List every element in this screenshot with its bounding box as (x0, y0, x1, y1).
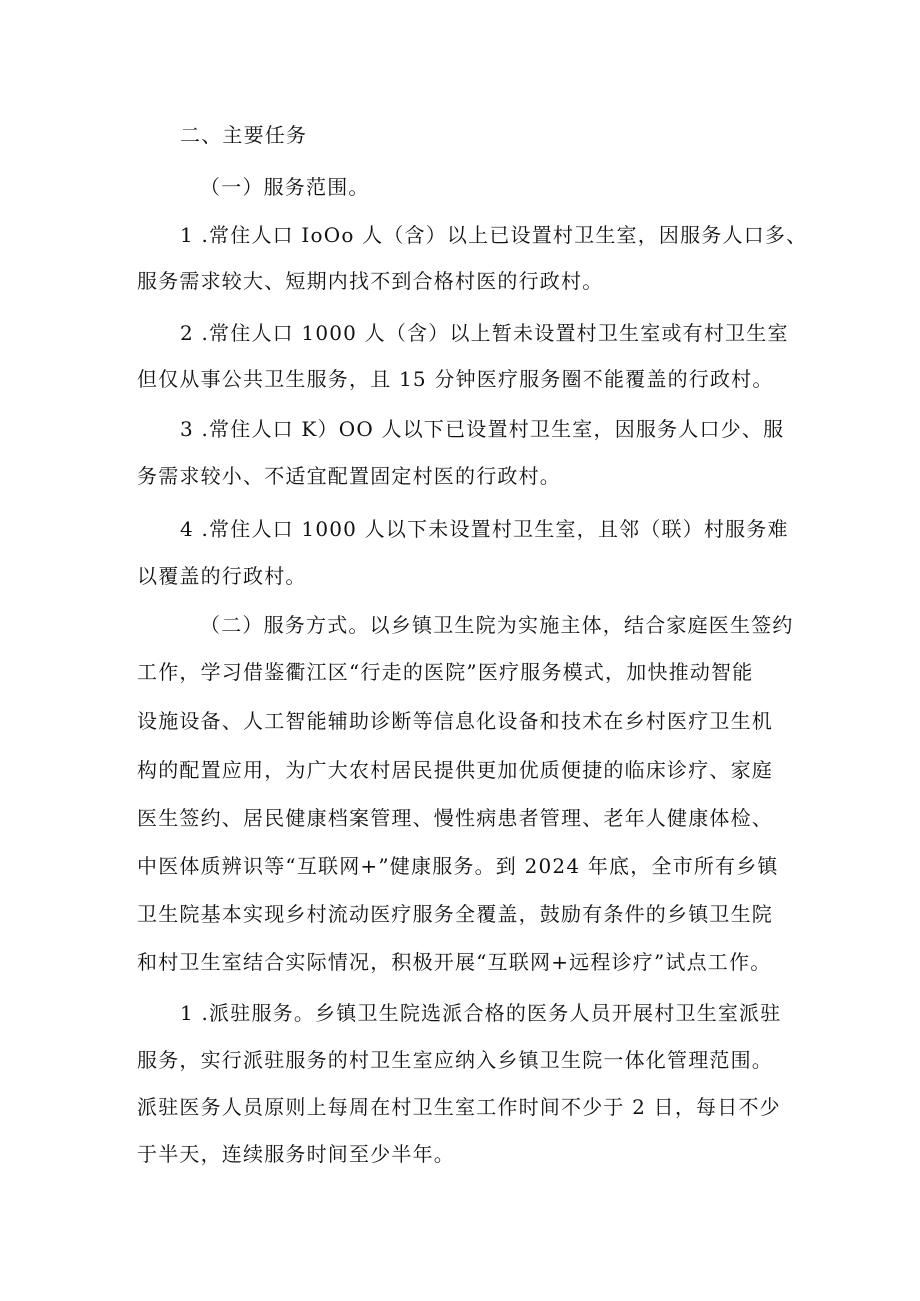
service-method-line-6: 中医体质辨识等“互联网+”健康服务。到 2024 年底，全市所有乡镇 (137, 854, 779, 878)
service-method-line-2: 工作，学习借鉴衢江区“行走的医院”医疗服务模式，加快推动智能 (137, 660, 754, 684)
service-method-line-3: 设施设备、人工智能辅助诊断等信息化设备和技术在乡村医疗卫生机 (137, 709, 773, 733)
dispatch-service-line-1: 1 .派驻服务。乡镇卫生院选派合格的医务人员开展村卫生室派驻 (180, 1001, 782, 1025)
dispatch-service-line-4: 于半天，连续服务时间至少半年。 (137, 1142, 455, 1166)
item-4-line-1: 4 .常住人口 1000 人以下未设置村卫生室，且邻（联）村服务难 (180, 517, 789, 541)
item-3-line-1: 3 .常住人口 K）OO 人以下已设置村卫生室，因服务人口少、服 (180, 417, 785, 441)
service-method-line-8: 和村卫生室结合实际情况，积极开展“互联网+远程诊疗”试点工作。 (137, 950, 772, 974)
section-heading: 二、主要任务 (180, 123, 308, 147)
service-method-line-1: （二）服务方式。以乡镇卫生院为实施主体，结合家庭医生签约 (200, 613, 794, 637)
item-2-line-1: 2 .常住人口 1000 人（含）以上暂未设置村卫生室或有村卫生室 (180, 321, 789, 345)
dispatch-service-line-2: 服务，实行派驻服务的村卫生室应纳入乡镇卫生院一体化管理范围。 (137, 1048, 773, 1072)
item-4-line-2: 以覆盖的行政村。 (137, 564, 307, 588)
item-1-line-2: 服务需求较大、短期内找不到合格村医的行政村。 (137, 269, 604, 293)
item-1-line-1: 1 .常住人口 IoOo 人（含）以上已设置村卫生室，因服务人口多、 (180, 223, 808, 247)
service-method-line-4: 构的配置应用，为广大农村居民提供更加优质便捷的临床诊疗、家庭 (137, 758, 773, 782)
service-method-line-7: 卫生院基本实现乡村流动医疗服务全覆盖，鼓励有条件的乡镇卫生院 (137, 902, 773, 926)
item-2-line-2: 但仅从事公共卫生服务，且 15 分钟医疗服务圈不能覆盖的行政村。 (137, 367, 774, 391)
dispatch-service-line-3: 派驻医务人员原则上每周在村卫生室工作时间不少于 2 日，每日不少 (137, 1095, 781, 1119)
subsection-heading-scope: （一）服务范围。 (200, 175, 370, 199)
service-method-line-5: 医生签约、居民健康档案管理、慢性病患者管理、老年人健康体检、 (137, 806, 773, 830)
item-3-line-2: 务需求较小、不适宜配置固定村医的行政村。 (137, 464, 561, 488)
